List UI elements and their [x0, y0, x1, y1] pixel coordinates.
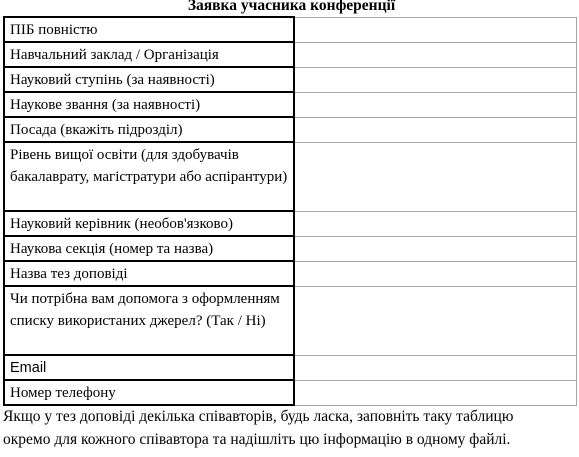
field-supervisor[interactable]	[294, 211, 577, 236]
table-row	[4, 117, 577, 142]
table-row	[4, 286, 577, 355]
table-row	[4, 355, 577, 380]
table-row	[4, 261, 577, 286]
field-abstract-title[interactable]	[294, 261, 577, 286]
label-abstract-title	[4, 261, 294, 286]
table-row	[4, 17, 577, 42]
row-label: Навчальний заклад / Організація	[10, 47, 219, 63]
row-label: Email	[10, 360, 47, 376]
label-academic-degree	[4, 67, 294, 92]
label-phone	[4, 380, 294, 405]
row-label: Рівень вищої освіти (для здобувачів бакалаврату, магістратури або аспірантури)	[10, 147, 288, 185]
row-label: Назва тез доповіді	[10, 266, 128, 282]
label-email	[4, 355, 294, 380]
label-position	[4, 117, 294, 142]
table-row	[4, 142, 577, 211]
note-line: Якщо у тез доповіді декілька співавторів, будь ласка, заповніть таку таблицю	[3, 408, 514, 425]
row-label: Науковий керівник (необов'язково)	[10, 216, 233, 232]
row-label: Чи потрібна вам допомога з оформленням списку використаних джерел? (Так / Ні)	[10, 291, 280, 329]
field-references-help[interactable]	[294, 286, 577, 355]
table-row	[4, 42, 577, 67]
field-academic-title[interactable]	[294, 92, 577, 117]
participant-form-table	[3, 16, 577, 406]
field-full-name[interactable]	[294, 17, 577, 42]
label-section	[4, 236, 294, 261]
form-title: Заявка учасника конференції	[187, 0, 396, 14]
field-education-level[interactable]	[294, 142, 577, 211]
label-supervisor	[4, 211, 294, 236]
table-row	[4, 380, 577, 405]
row-label: Наукова секція (номер та назва)	[10, 241, 214, 257]
table-row	[4, 92, 577, 117]
label-references-help	[4, 286, 294, 355]
field-institution[interactable]	[294, 42, 577, 67]
field-academic-degree[interactable]	[294, 67, 577, 92]
label-education-level	[4, 142, 294, 211]
row-label: Номер телефону	[10, 385, 116, 401]
label-academic-title	[4, 92, 294, 117]
row-label: Посада (вкажіть підрозділ)	[10, 122, 183, 138]
field-email[interactable]	[294, 355, 577, 380]
row-label: Науковий ступінь (за наявності)	[10, 72, 215, 88]
coauthor-note	[3, 405, 579, 451]
table-row	[4, 211, 577, 236]
note-line: окремо для кожного співавтора та надішліть цю інформацію в одному файлі.	[3, 431, 511, 448]
label-full-name	[4, 17, 294, 42]
table-row	[4, 236, 577, 261]
row-label: ПІБ повністю	[10, 22, 98, 38]
row-label: Наукове звання (за наявності)	[10, 97, 201, 113]
field-phone[interactable]	[294, 380, 577, 405]
field-position[interactable]	[294, 117, 577, 142]
table-row	[4, 67, 577, 92]
label-institution	[4, 42, 294, 67]
field-section[interactable]	[294, 236, 577, 261]
